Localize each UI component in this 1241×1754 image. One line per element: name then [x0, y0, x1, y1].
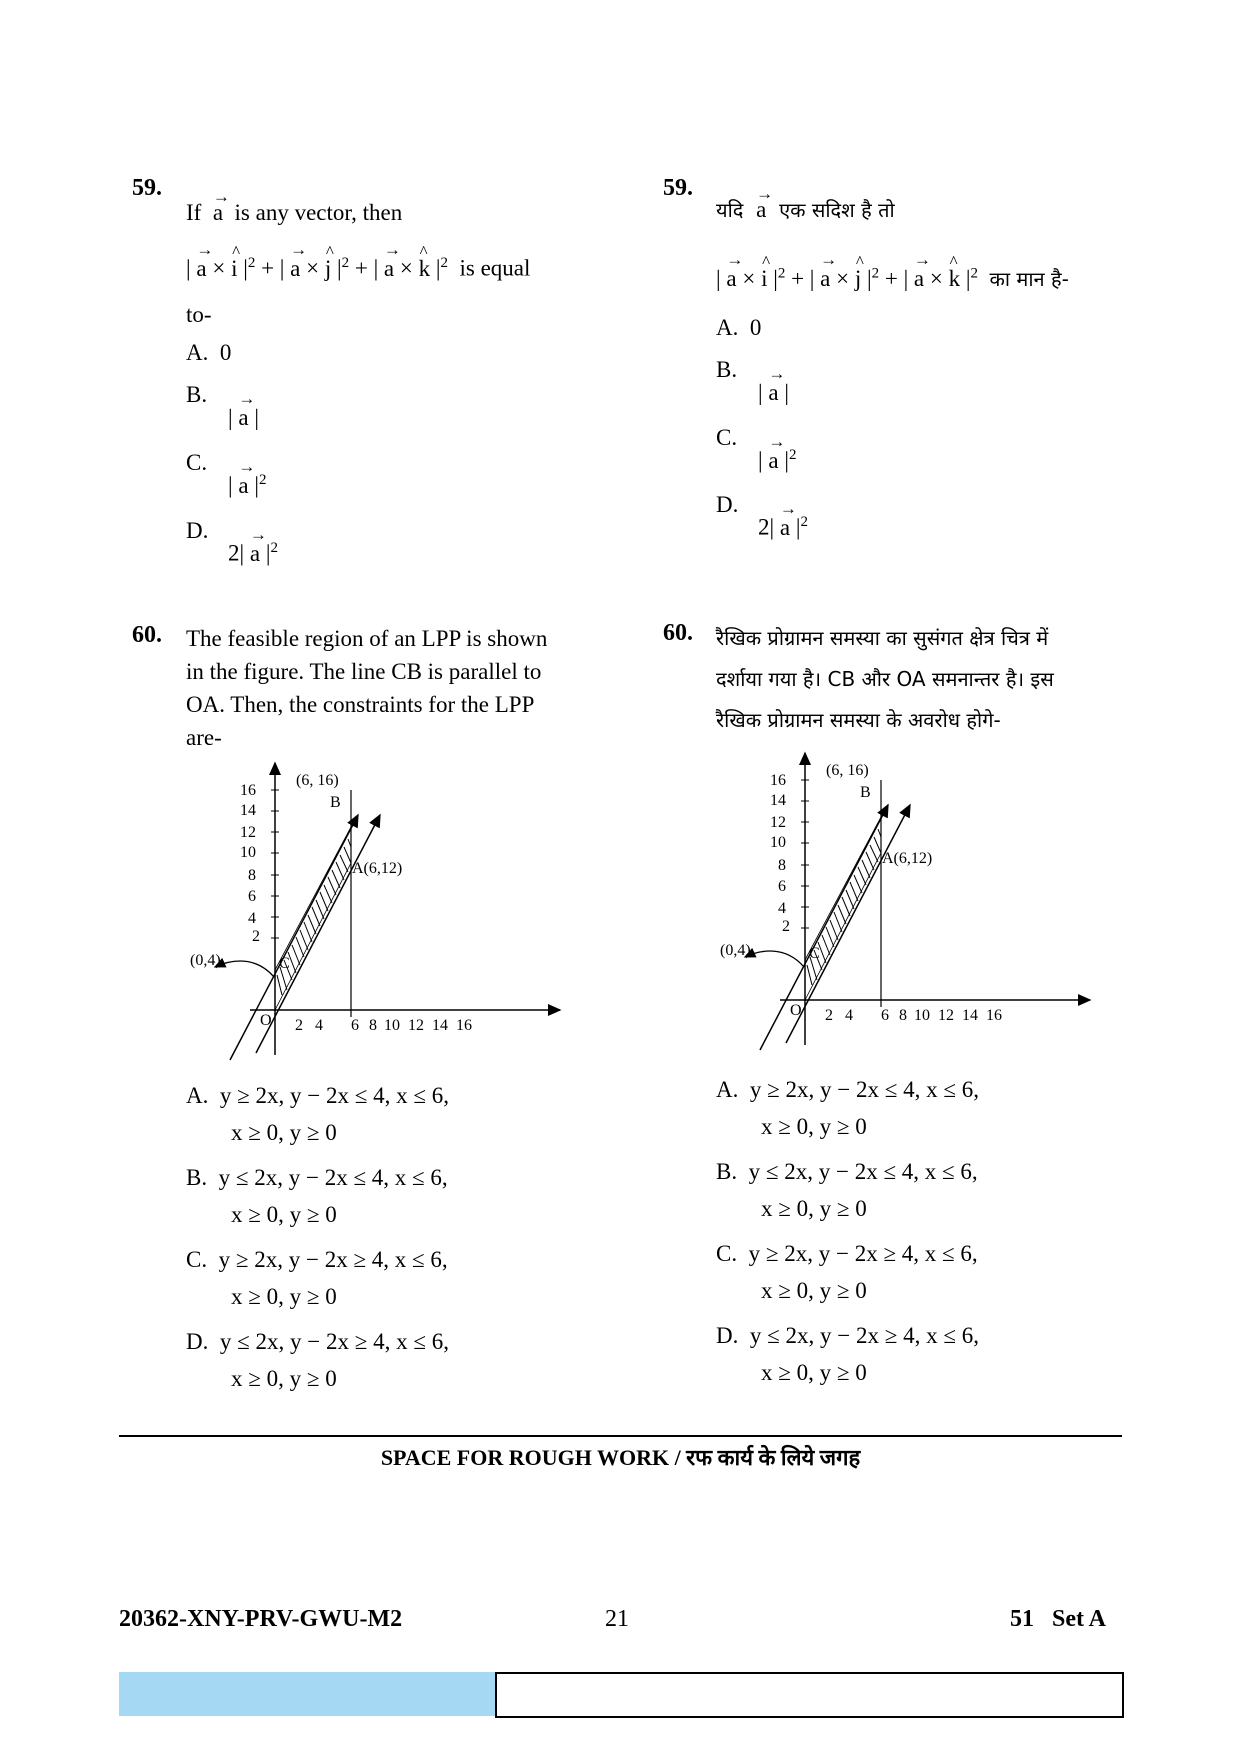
q60-hi-stem: रैखिक प्रोग्रामन समस्या का सुसंगत क्षेत्र चित्र में दर्शाया गया है। CB और OA समनान्तर है। इस रैखिक प्रोग्रामन समस्या के अवरोध होगे-	[716, 626, 1054, 732]
svg-text:14: 14	[432, 1017, 448, 1034]
svg-text:12: 12	[770, 814, 786, 831]
q60-en-option-c: C. y ≥ 2x, y − 2x ≥ 4, x ≤ 6, x ≥ 0, y ≥ 0	[186, 1247, 448, 1309]
q59-hi-option-c-value: | → a $|^2$	[758, 447, 796, 474]
q59-hi-option-d-letter: D.	[716, 492, 739, 517]
label-point-b: (6, 16)	[296, 772, 339, 789]
svg-text:4: 4	[845, 1007, 853, 1024]
svg-text:6: 6	[778, 878, 786, 895]
svg-text:4: 4	[315, 1017, 323, 1034]
svg-text:16: 16	[456, 1017, 472, 1034]
set-label: 51 Set A	[1010, 1606, 1106, 1632]
q60-en-stem: The feasible region of an LPP is shown in the figure. The line CB is parallel to OA. Then, the constraints for the LPP are-	[186, 626, 548, 750]
blue-band	[119, 1672, 495, 1716]
q60-hi-option-b: B. y ≤ 2x, y − 2x ≤ 4, x ≤ 6, x ≥ 0, y ≥ 0	[716, 1159, 978, 1221]
rough-work-label: SPACE FOR ROUGH WORK / रफ कार्य के लिये जगह	[380, 1445, 861, 1470]
q59-en-stem-prefix: If	[186, 200, 202, 225]
q60-en-option-d: D. y ≤ 2x, y − 2x ≥ 4, x ≤ 6, x ≥ 0, y ≥ 0	[186, 1329, 449, 1391]
svg-text:16: 16	[240, 782, 256, 799]
answer-box	[495, 1672, 1124, 1718]
svg-text:2: 2	[825, 1007, 833, 1024]
label-a: A(6,12)	[882, 850, 933, 867]
page-number: 21	[605, 1606, 629, 1632]
svg-text:4: 4	[248, 910, 256, 927]
label-c: C	[279, 955, 290, 972]
q59-en-expr-tail-2: to-	[186, 302, 212, 327]
q59-en-vector: → a	[213, 196, 223, 229]
q59-hi-option-b-letter: B.	[716, 357, 738, 382]
question-number-60-en: 60.	[132, 622, 162, 648]
label-point-c: (0,4)	[190, 952, 221, 969]
feasible-region	[805, 817, 881, 1000]
svg-text:2: 2	[782, 918, 790, 935]
feasible-region	[275, 827, 351, 1010]
svg-text:2: 2	[252, 928, 260, 945]
q59-en-expr-tail: is equal	[459, 255, 531, 281]
question-number-60-hi: 60.	[663, 620, 693, 646]
lpp-figure-hi	[710, 750, 1100, 1060]
svg-text:10: 10	[914, 1007, 930, 1024]
svg-text:8: 8	[778, 857, 786, 874]
q59-hi-option-c-letter: C.	[716, 425, 738, 450]
svg-text:14: 14	[770, 792, 786, 809]
svg-text:8: 8	[369, 1017, 377, 1034]
q59-en-option-b-value: | → a |	[228, 405, 259, 431]
q59-hi-expression: | → a × ^ i $|^2$ + | → a × ^ j $|^2$ + | → a × ^ k $|^2$ का मान है-	[716, 260, 1069, 298]
q59-en-stem-suffix: is any vector, then	[234, 200, 403, 225]
svg-text:14: 14	[962, 1007, 978, 1024]
label-point-c: (0,4)	[720, 942, 751, 959]
q60-hi-option-a: A. y ≥ 2x, y − 2x ≤ 4, x ≤ 6, x ≥ 0, y ≥ 0	[716, 1077, 979, 1139]
label-a: A(6,12)	[352, 860, 403, 877]
svg-text:4: 4	[778, 900, 786, 917]
q60-hi-option-c: C. y ≥ 2x, y − 2x ≥ 4, x ≤ 6, x ≥ 0, y ≥ 0	[716, 1241, 978, 1303]
q59-en-option-d-letter: D.	[186, 518, 209, 543]
q60-en-option-a: A. y ≥ 2x, y − 2x ≤ 4, x ≤ 6, x ≥ 0, y ≥ 0	[186, 1083, 449, 1145]
lpp-figure-en	[180, 755, 570, 1065]
q59-en-stem	[186, 196, 402, 229]
question-number-59-hi: 59.	[663, 175, 693, 201]
label-o: O	[790, 1002, 802, 1019]
question-number-59-en: 59.	[132, 175, 162, 201]
q59-en-option-d-value: 2| → a $|^2$	[228, 540, 278, 567]
q59-hi-expr-tail: का मान है-	[989, 267, 1069, 291]
q59-hi-stem: यदि → a एक सदिश है तो	[716, 191, 895, 229]
label-o: O	[260, 1012, 272, 1029]
svg-text:6: 6	[351, 1017, 359, 1034]
svg-text:10: 10	[770, 834, 786, 851]
label-b: B	[860, 784, 871, 801]
svg-text:10: 10	[240, 844, 256, 861]
svg-text:16: 16	[770, 772, 786, 789]
svg-text:6: 6	[881, 1007, 889, 1024]
svg-text:6: 6	[248, 888, 256, 905]
svg-text:2: 2	[295, 1017, 303, 1034]
q59-en-option-b-letter: B.	[186, 382, 208, 407]
q59-en-option-c-value: | → a $|^2$	[228, 472, 266, 499]
q59-en-expression: | → a × ^ i $|^2$ + | → a × ^ j $|^2$ + | → a × ^ k $|^2$ is equal	[186, 255, 530, 282]
svg-text:10: 10	[384, 1017, 400, 1034]
q59-en-option-a: A. 0	[186, 340, 232, 365]
q59-hi-option-d-value: 2| → a $|^2$	[758, 514, 808, 541]
paper-code: 20362-XNY-PRV-GWU-M2	[119, 1606, 403, 1632]
svg-text:12: 12	[240, 824, 256, 841]
label-c: C	[809, 945, 820, 962]
q59-hi-option-a: A. 0	[716, 315, 762, 340]
svg-text:8: 8	[248, 867, 256, 884]
svg-text:12: 12	[938, 1007, 954, 1024]
svg-text:16: 16	[986, 1007, 1002, 1024]
q59-hi-option-b-value: | → a |	[758, 380, 789, 406]
q60-en-option-b: B. y ≤ 2x, y − 2x ≤ 4, x ≤ 6, x ≥ 0, y ≥ 0	[186, 1165, 448, 1227]
q60-hi-option-d: D. y ≤ 2x, y − 2x ≥ 4, x ≤ 6, x ≥ 0, y ≥ 0	[716, 1323, 979, 1385]
svg-text:14: 14	[240, 802, 256, 819]
rough-work-divider	[119, 1435, 1122, 1437]
label-point-b: (6, 16)	[826, 762, 869, 779]
q59-en-option-c-letter: C.	[186, 450, 208, 475]
svg-text:8: 8	[899, 1007, 907, 1024]
svg-text:12: 12	[408, 1017, 424, 1034]
label-b: B	[330, 794, 341, 811]
